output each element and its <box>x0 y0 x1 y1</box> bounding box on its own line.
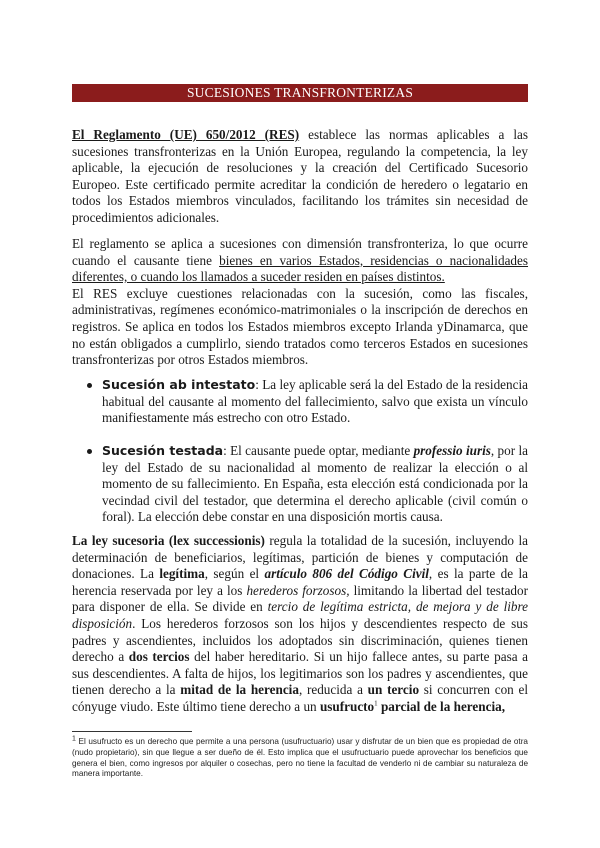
thirds-term: tercio de legítima estricta, de mejora y de libre disposición <box>72 599 528 631</box>
intro-text: establece las normas aplicables a las sucesiones transfronterizas en la Unión Europea, regulando la competencia, la ley aplicable, la ejecución de resoluciones y la creación del Certificado Sucesorio Europeo. Este certificado permite acreditar la condición de heredero o legatario en todos los Estados miembros vinculados, facilitando los trámites sin necesidad de procedimientos adicionales. <box>72 127 528 225</box>
bullet-testate-text <box>102 443 528 526</box>
bullet-testate <box>102 443 528 526</box>
lex-text-1: regula la totalidad de la sucesión, incluyendo la determinación de beneficiarios, legítimas, partición de bienes y computación de donaciones. La <box>72 533 528 582</box>
footnote-text: El usufructo es un derecho que permite a una persona (usufructuario) usar y disfrutar de un bien que es propiedad de otra (nudo propietario), sin que llegue a ser dueño de él. Esto implica que el usufructuario puede aprovechar los beneficios que genera el bien, como ingresos por alquiler o cosechas, pero no tiene la facultad de venderlo ni de cambiar su naturaleza de manera importante. <box>72 737 528 779</box>
bullet-testate-label: Sucesión testada <box>102 443 224 458</box>
bullet-dot <box>87 383 92 388</box>
lex-text-4: limitando la libertad del testador para disponer de ella. Se divide en <box>72 582 529 615</box>
bullet-intestate <box>102 377 528 427</box>
usufruct-term: usufructo <box>319 698 375 714</box>
two-thirds-term: dos tercios <box>128 649 190 665</box>
footnote-mark: 1 <box>72 735 76 743</box>
regulation-name: El Reglamento (UE) 650/2012 (RES) <box>72 127 300 142</box>
scope-text: El reglamento se aplica a sucesiones con dimensión transfronteriza, lo que ocurre cuando el causante tiene <box>72 236 528 268</box>
one-third-term: un tercio <box>367 682 420 698</box>
bullet-testate-body-1: : El causante puede optar, mediante <box>223 443 414 458</box>
section-title: SUCESIONES TRANSFRONTERIZAS <box>72 84 528 102</box>
footnote-reference[interactable]: 1 <box>374 699 378 708</box>
scope-underlined: bienes en varios Estados, residencias o nacionalidades diferentes, o cuando los llamados a suceder residen en países distintos. <box>72 252 529 285</box>
lex-successionis-heading: La ley sucesoria (lex successionis) <box>72 533 265 548</box>
exclusions-text: El RES excluye cuestiones relacionadas con la sucesión, como las fiscales, administrativas, regímenes económico-matrimoniales o la inscripción de derechos en registros. Se aplica en todos los Estados miembros excepto Irlanda yDinamarca, que no están obligados a cumplirlo, siendo tratados como terceros Estados en sucesiones transfronterizas por otros Estados miembros. <box>72 285 528 368</box>
lex-text-7: , reducida a <box>298 682 368 698</box>
partial-inheritance-term: parcial de la herencia, <box>377 698 506 714</box>
footnote <box>72 737 528 780</box>
article-806-reference: artículo 806 del Código Civil <box>264 566 429 582</box>
paragraph-intro <box>72 127 528 227</box>
paragraph-lex-successionis <box>72 533 528 716</box>
bullet-intestate-text <box>102 377 528 427</box>
professio-iuris: professio iuris <box>413 443 491 458</box>
legitima-term: legítima <box>159 566 205 582</box>
lex-text-6: del haber hereditario. Si un hijo fallece antes, su parte pasa a sus descendientes. A falta de hijos, los legitimarios son los padres y ascendientes, que tienen derecho a la <box>72 649 528 698</box>
half-inheritance-term: mitad de la herencia <box>180 682 299 698</box>
lex-text-3: , es la parte de la herencia reservada por ley a los <box>72 566 528 598</box>
paragraph-scope <box>72 236 528 369</box>
lex-text-8: si concurren con el cónyuge viudo. Este último tiene derecho a un <box>72 682 529 714</box>
footnote-separator <box>72 731 192 732</box>
lex-text-5: . Los herederos forzosos son los hijos y descendientes respecto de sus padres y ascendientes, incluidos los adoptados sin discriminación, quienes tienen derecho a <box>72 615 528 665</box>
bullet-intestate-body: : La ley aplicable será la del Estado de la residencia habitual del causante al momento del fallecimiento, salvo que exista un vínculo manifiestamente más estrecho con otro Estado. <box>102 377 528 426</box>
lex-text-2: , según el <box>204 566 265 582</box>
bullet-intestate-label: Sucesión ab intestato <box>102 377 256 392</box>
bullet-dot <box>87 449 92 454</box>
forced-heirs-term: herederos forzosos, <box>246 582 350 598</box>
bullet-testate-body-2: , por la ley del Estado de su nacionalidad al momento de realizar la elección o al momento de su fallecimiento. En España, esta elección está condicionada por la vecindad civil del testador, que determina el derecho aplicable (civil común o foral). La elección debe constar en una disposición mortis causa. <box>102 443 528 525</box>
